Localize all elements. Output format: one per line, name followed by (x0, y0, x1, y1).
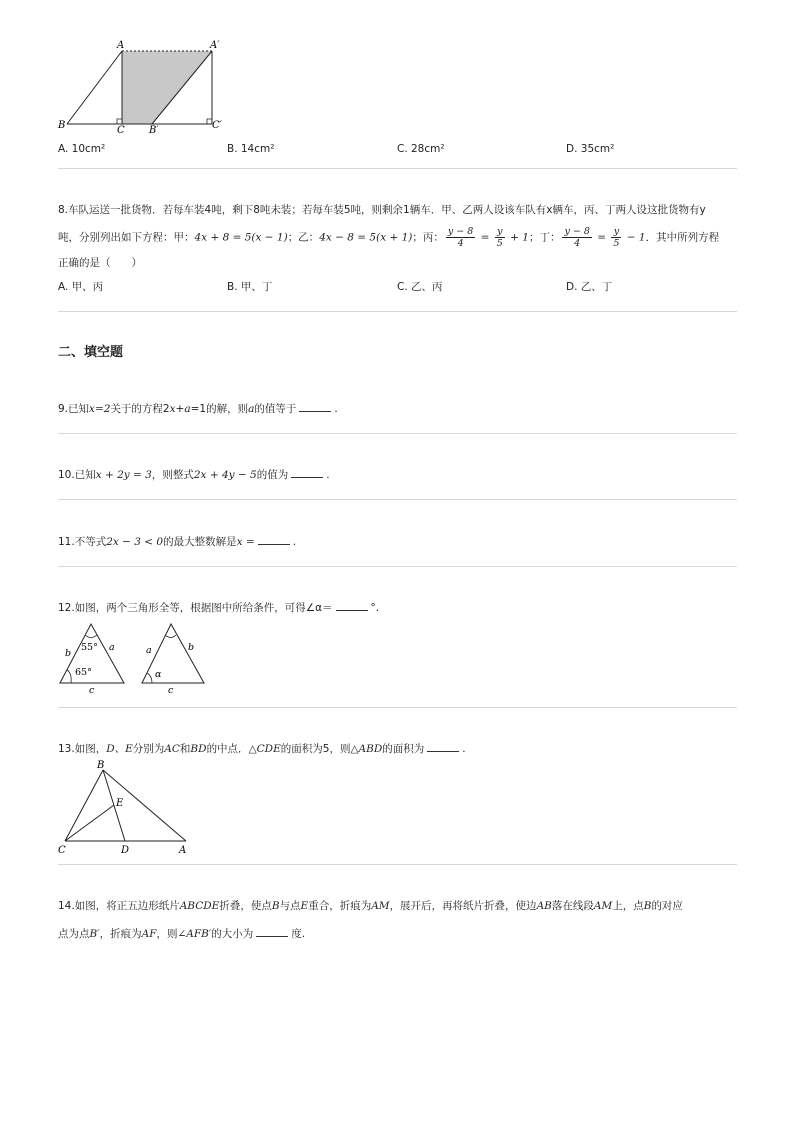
divider (58, 499, 737, 500)
eq-jia: 4x + 8 = 5(x − 1) (194, 231, 288, 244)
answer-blank[interactable] (427, 741, 459, 752)
label-A-prime: A′ (210, 40, 220, 51)
q9-text: 9.已知x=2关于的方程2x+a=1的解，则a的值等于 . (58, 403, 338, 415)
divider (58, 168, 737, 169)
label-C: C (58, 845, 66, 856)
q13-figure (55, 758, 195, 860)
label-B: B (97, 760, 105, 771)
q8-option-c[interactable]: C. 乙、丙 (397, 281, 443, 293)
label-C: C (117, 125, 125, 136)
q7-option-c[interactable]: C. 28cm² (397, 143, 445, 155)
q8-option-b[interactable]: B. 甲、丁 (227, 281, 273, 293)
label-A: A (117, 40, 125, 51)
section-title: 二、填空题 (58, 345, 124, 360)
q11-text: 11.不等式2x − 3 < 0的最大整数解是x = . (58, 536, 297, 548)
eq-yi: 4x − 8 = 5(x + 1) (319, 231, 413, 244)
t2-angle-alpha: α (155, 669, 162, 680)
divider (58, 566, 737, 567)
divider (58, 864, 737, 865)
label-C-prime: C′ (212, 120, 222, 131)
answer-blank[interactable] (299, 401, 331, 412)
t1-side-b: b (65, 648, 72, 659)
fraction: $\frac{y}{5}$ (496, 226, 503, 249)
divider (58, 707, 737, 708)
answer-blank[interactable] (256, 926, 288, 937)
q8-option-d[interactable]: D. 乙、丁 (566, 281, 613, 293)
answer-blank[interactable] (258, 534, 290, 545)
label-B: B (58, 120, 66, 131)
q13-text: 13.如图，D、E分别为AC和BD的中点．△CDE的面积为5，则△ABD的面积为 . (58, 743, 466, 755)
t2-side-b: b (188, 642, 195, 653)
q8-line3: 正确的是（ ） (58, 257, 142, 269)
label-E: E (116, 798, 124, 809)
t1-side-a: a (109, 642, 115, 653)
shaded-region (122, 51, 212, 124)
divider (58, 433, 737, 434)
q12-text: 12.如图，两个三角形全等，根据图中所给条件，可得∠α＝ °. (58, 602, 380, 614)
t2-side-c: c (168, 685, 174, 696)
label-A: A (179, 845, 187, 856)
q7-figure (55, 36, 240, 136)
q8-line2: 吨，分别列出如下方程：甲：4x + 8 = 5(x − 1)；乙：4x − 8 = 5(x + 1)；丙： $\frac{y - 8}{4}$ = $\frac{y}{5}$ + 1；丁： $\frac{y - 8}{4}$ = $\frac{y}{5}$ − 1．其中所列方程 (58, 226, 720, 249)
answer-blank[interactable] (336, 600, 368, 611)
q7-option-b[interactable]: B. 14cm² (227, 143, 275, 155)
q7-option-a[interactable]: A. 10cm² (58, 143, 106, 155)
q12-figure (58, 620, 218, 698)
q14-line1: 14.如图，将正五边形纸片ABCDE折叠，使点B与点E重合，折痕为AM，展开后，再将纸片折叠，使边AB落在线段AM上，点B的对应 (58, 900, 683, 912)
answer-blank[interactable] (291, 467, 323, 478)
fraction: $\frac{y}{5}$ (613, 226, 620, 249)
divider (58, 311, 737, 312)
q8-option-a[interactable]: A. 甲、丙 (58, 281, 104, 293)
label-D: D (121, 845, 130, 856)
fraction: $\frac{y - 8}{4}$ (447, 226, 474, 249)
q10-text: 10.已知x + 2y = 3，则整式2x + 4y − 5的值为 . (58, 469, 330, 481)
label-B-prime: B′ (149, 125, 159, 136)
t2-side-a: a (146, 645, 152, 656)
q14-line2: 点为点B′，折痕为AF，则∠AFB′的大小为 度. (58, 928, 306, 940)
t1-angle-top: 55° (81, 642, 98, 653)
t1-side-c: c (89, 685, 95, 696)
q8-line1: 8.车队运送一批货物．若每车装4吨，剩下8吨未装；若每车装5吨，则剩余1辆车．甲、乙两人设该车队有x辆车，丙、丁两人设这批货物有y (58, 204, 706, 216)
q7-option-d[interactable]: D. 35cm² (566, 143, 615, 155)
fraction: $\frac{y - 8}{4}$ (564, 226, 590, 249)
t1-angle-left: 65° (75, 667, 92, 678)
